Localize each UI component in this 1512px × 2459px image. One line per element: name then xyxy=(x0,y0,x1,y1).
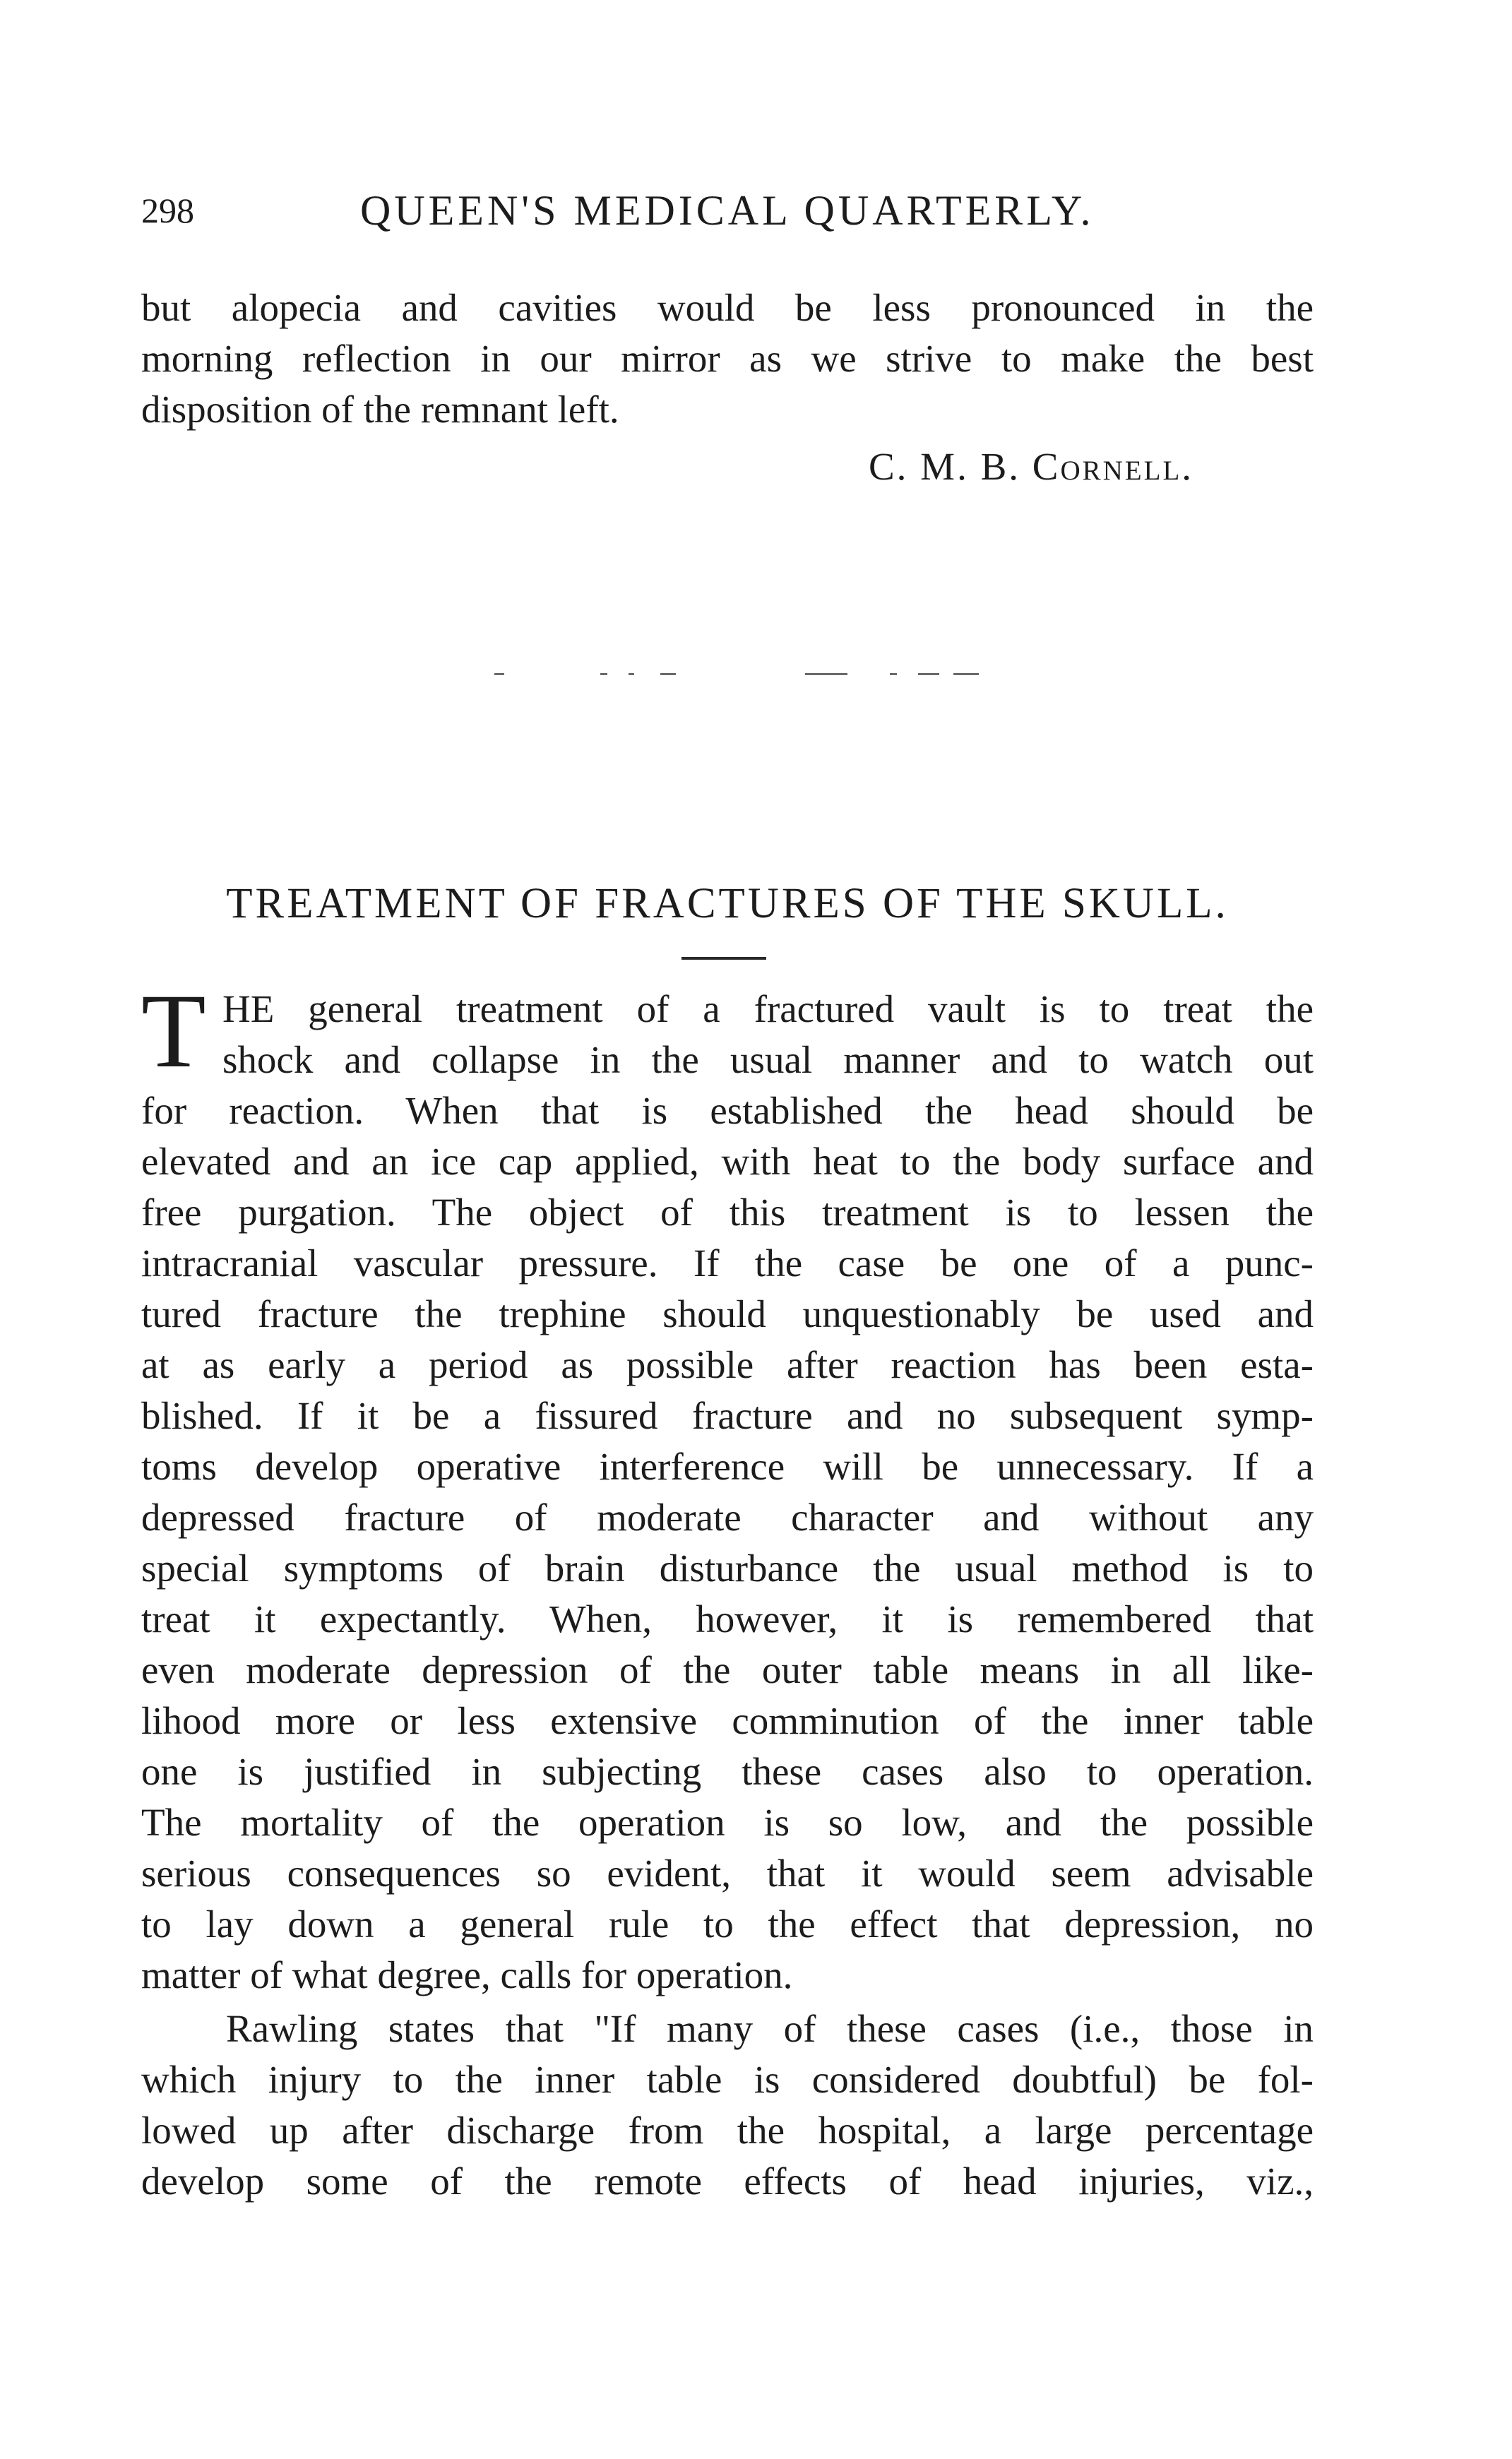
previous-article-line: morning reflection in our mirror as we strive to make the best xyxy=(141,337,1314,380)
previous-article-line: but alopecia and cavities would be less pronounced in the xyxy=(141,286,1314,329)
body-line: special symptoms of brain disturbance the usual method is to xyxy=(141,1547,1314,1590)
body-line: HE general treatment of a fractured vault is to treat the xyxy=(222,987,1314,1030)
body-line: shock and collapse in the usual manner and to watch out xyxy=(222,1038,1314,1081)
author-signature xyxy=(869,441,1193,492)
body-line: to lay down a general rule to the effect that depression, no xyxy=(141,1903,1314,1946)
body-line: matter of what degree, calls for operation. xyxy=(141,1953,793,1996)
title-rule xyxy=(681,957,766,960)
body-line: The mortality of the operation is so low, and the possible xyxy=(141,1801,1314,1844)
signature-initials: C. M. B. xyxy=(869,445,1021,488)
previous-article-line: disposition of the remnant left. xyxy=(141,388,619,431)
body-line: serious consequences so evident, that it would seem advisable xyxy=(141,1852,1314,1895)
section-separator xyxy=(494,667,989,681)
signature-surname: Cornell. xyxy=(1032,445,1194,488)
body-line: one is justified in subjecting these cases also to operation. xyxy=(141,1750,1314,1793)
body-line: elevated and an ice cap applied, with heat to the body surface and xyxy=(141,1140,1314,1183)
body-line: which injury to the inner table is considered doubtful) be fol- xyxy=(141,2058,1314,2101)
drop-cap: T xyxy=(141,972,206,1090)
body-line: develop some of the remote effects of head injuries, viz., xyxy=(141,2160,1314,2203)
body-line: treat it expectantly. When, however, it is remembered that xyxy=(141,1597,1314,1641)
body-line: Rawling states that "If many of these cases (i.e., those in xyxy=(226,2007,1314,2050)
body-line: toms develop operative interference will be unnecessary. If a xyxy=(141,1445,1314,1488)
body-line: tured fracture the trephine should unquestionably be used and xyxy=(141,1292,1314,1335)
journal-title: QUEEN'S MEDICAL QUARTERLY. xyxy=(360,187,1095,234)
running-head xyxy=(141,182,1314,239)
page-number: 298 xyxy=(141,191,194,230)
body-line: lihood more or less extensive comminution of the inner table xyxy=(141,1699,1314,1742)
body-line: at as early a period as possible after reaction has been esta- xyxy=(141,1343,1314,1386)
body-line: free purgation. The object of this treatment is to lessen the xyxy=(141,1191,1314,1234)
body-line: lowed up after discharge from the hospital, a large percentage xyxy=(141,2109,1314,2152)
body-line: depressed fracture of moderate character and without any xyxy=(141,1496,1314,1539)
body-line: even moderate depression of the outer table means in all like- xyxy=(141,1648,1314,1691)
body-line: blished. If it be a fissured fracture and no subsequent symp- xyxy=(141,1394,1314,1437)
body-line: intracranial vascular pressure. If the case be one of a punc- xyxy=(141,1242,1314,1285)
article-title: TREATMENT OF FRACTURES OF THE SKULL. xyxy=(226,880,1229,927)
body-line: for reaction. When that is established the head should be xyxy=(141,1089,1314,1132)
